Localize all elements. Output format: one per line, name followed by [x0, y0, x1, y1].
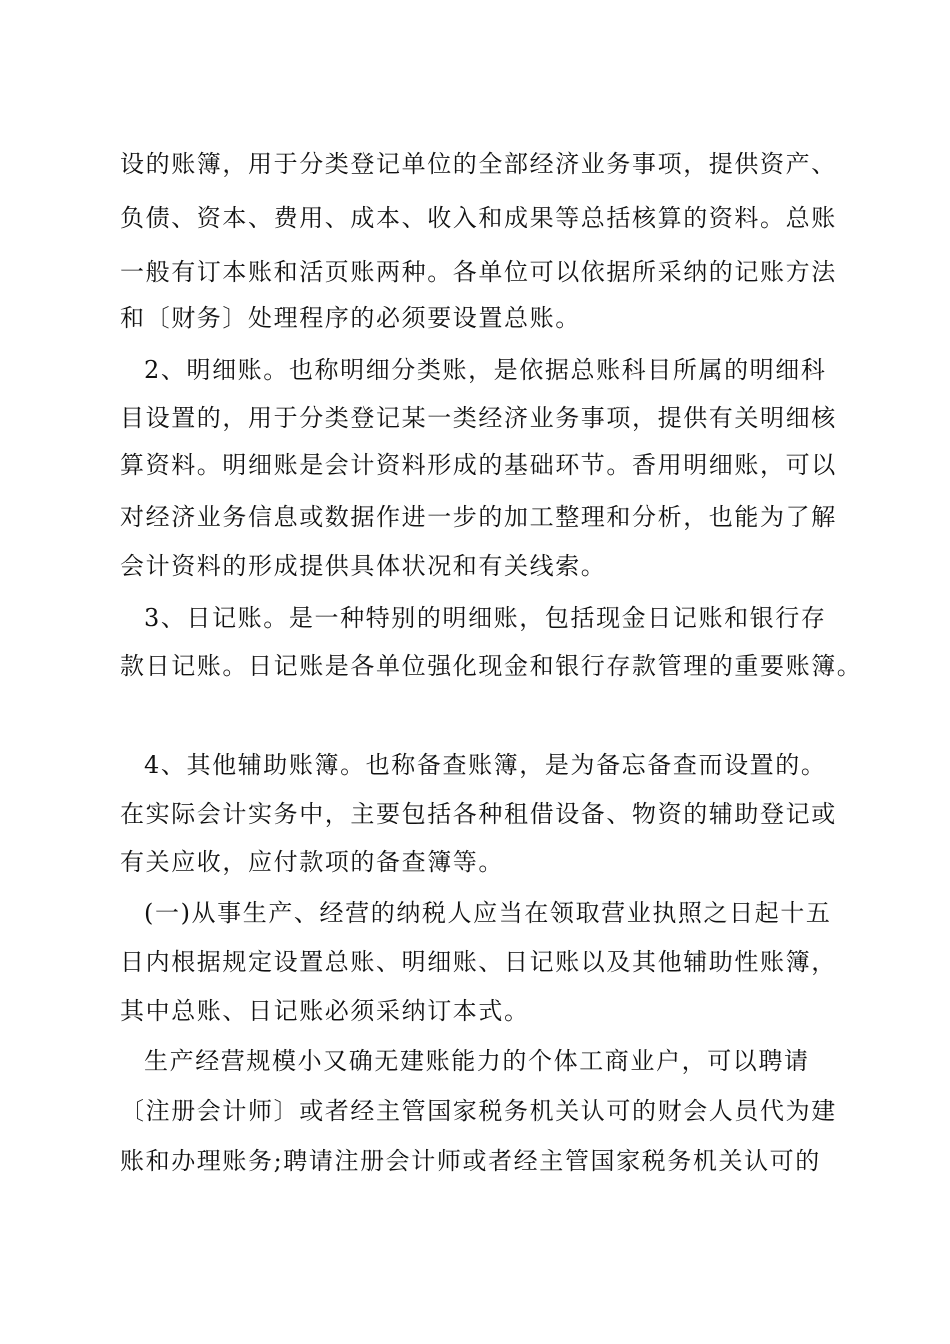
text-line: 账和办理账务;聘请注册会计师或者经主管国家税务机关认可的 — [120, 1147, 821, 1175]
text-line: 设的账簿，用于分类登记单位的全部经济业务事项，提供资产、 — [120, 150, 837, 178]
paragraph-line-start: 3、日记账。是一种特别的明细账，包括现金日记账和银行存 — [144, 604, 827, 632]
paragraph-line-start: 生产经营规模小又确无建账能力的个体工商业户，可以聘请 — [144, 1047, 810, 1075]
paragraph-line-start: (一)从事生产、经营的纳税人应当在领取营业执照之日起十五 — [144, 899, 832, 927]
text-line: 款日记账。日记账是各单位强化现金和银行存款管理的重要账簿。 — [120, 652, 863, 680]
text-line: 对经济业务信息或数据作进一步的加工整理和分析，也能为了解 — [120, 503, 837, 531]
text-line: 其中总账、日记账必须采纳订本式。 — [120, 997, 530, 1025]
text-line: 一般有订本账和活页账两种。各单位可以依据所采纳的记账方法 — [120, 258, 837, 286]
paragraph-line-start: 4、其他辅助账簿。也称备查账簿，是为备忘备查而设置的。 — [144, 751, 827, 779]
text-line: 和〔财务〕处理程序的必须要设置总账。 — [120, 304, 581, 332]
text-line: 〔注册会计师〕或者经主管国家税务机关认可的财会人员代为建 — [120, 1097, 837, 1125]
text-line: 会计资料的形成提供具体状况和有关线索。 — [120, 552, 607, 580]
text-line: 负债、资本、费用、成本、收入和成果等总括核算的资料。总账 — [120, 204, 837, 232]
text-line: 在实际会计实务中，主要包括各种租借设备、物资的辅助登记或 — [120, 800, 837, 828]
text-line: 有关应收，应付款项的备查簿等。 — [120, 848, 504, 876]
text-line: 日内根据规定设置总账、明细账、日记账以及其他辅助性账簿， — [120, 948, 837, 976]
text-line: 目设置的，用于分类登记某一类经济业务事项，提供有关明细核 — [120, 404, 837, 432]
text-line: 算资料。明细账是会计资料形成的基础环节。香用明细账，可以 — [120, 451, 837, 479]
paragraph-line-start: 2、明细账。也称明细分类账，是依据总账科目所属的明细科 — [144, 356, 827, 384]
